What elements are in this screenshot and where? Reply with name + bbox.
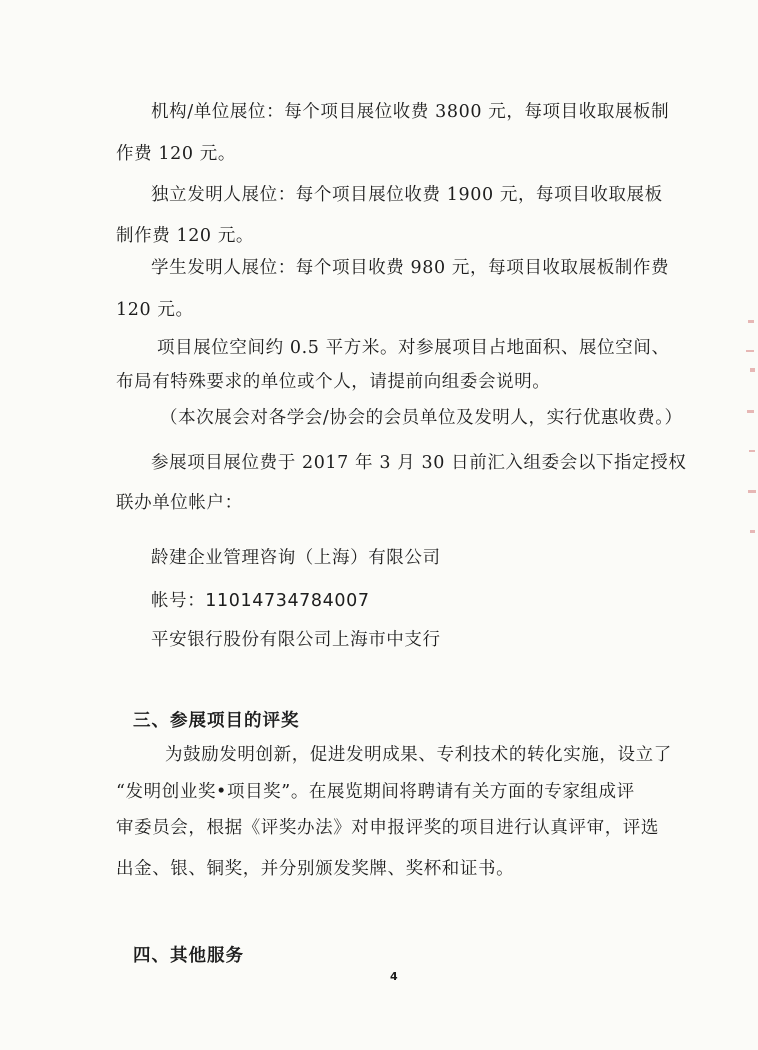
payment-line: 参展项目展位费于 2017 年 3 月 30 日前汇入组委会以下指定授权 xyxy=(151,453,687,473)
page-number: 4 xyxy=(390,970,398,983)
space-line: 项目展位空间约 0.5 平方米。对参展项目占地面积、展位空间、 xyxy=(157,338,670,358)
section-heading-other: 四、其他服务 xyxy=(133,946,244,966)
fee-line-institution: 机构/单位展位：每个项目展位收费 3800 元，每项目收取展板制 xyxy=(151,102,670,122)
account-company: 龄建企业管理咨询（上海）有限公司 xyxy=(151,548,441,568)
space-line-cont: 布局有特殊要求的单位或个人，请提前向组委会说明。 xyxy=(116,372,551,392)
fee-line-inventor-cont: 制作费 120 元。 xyxy=(116,226,255,246)
account-bank: 平安银行股份有限公司上海市中支行 xyxy=(151,630,441,650)
awards-line-2: “发明创业奖•项目奖”。在展览期间将聘请有关方面的专家组成评 xyxy=(116,782,635,802)
discount-note: （本次展会对各学会/协会的会员单位及发明人，实行优惠收费。） xyxy=(160,408,683,428)
awards-line-4: 出金、银、铜奖，并分别颁发奖牌、奖杯和证书。 xyxy=(116,859,515,879)
account-number: 帐号：11014734784007 xyxy=(151,591,370,611)
awards-line-1: 为鼓励发明创新，促进发明成果、专利技术的转化实施，设立了 xyxy=(165,745,672,765)
awards-line-3: 审委员会，根据《评奖办法》对申报评奖的项目进行认真评审，评选 xyxy=(116,818,659,838)
fee-line-student: 学生发明人展位：每个项目收费 980 元，每项目收取展板制作费 xyxy=(151,258,670,278)
fee-line-institution-cont: 作费 120 元。 xyxy=(116,144,236,164)
fee-line-student-cont: 120 元。 xyxy=(116,300,194,320)
payment-line-cont: 联办单位帐户： xyxy=(116,493,243,513)
fee-line-inventor: 独立发明人展位：每个项目展位收费 1900 元，每项目收取展板 xyxy=(151,185,663,205)
seal-edge-mark xyxy=(736,300,758,560)
section-heading-awards: 三、参展项目的评奖 xyxy=(133,711,300,731)
